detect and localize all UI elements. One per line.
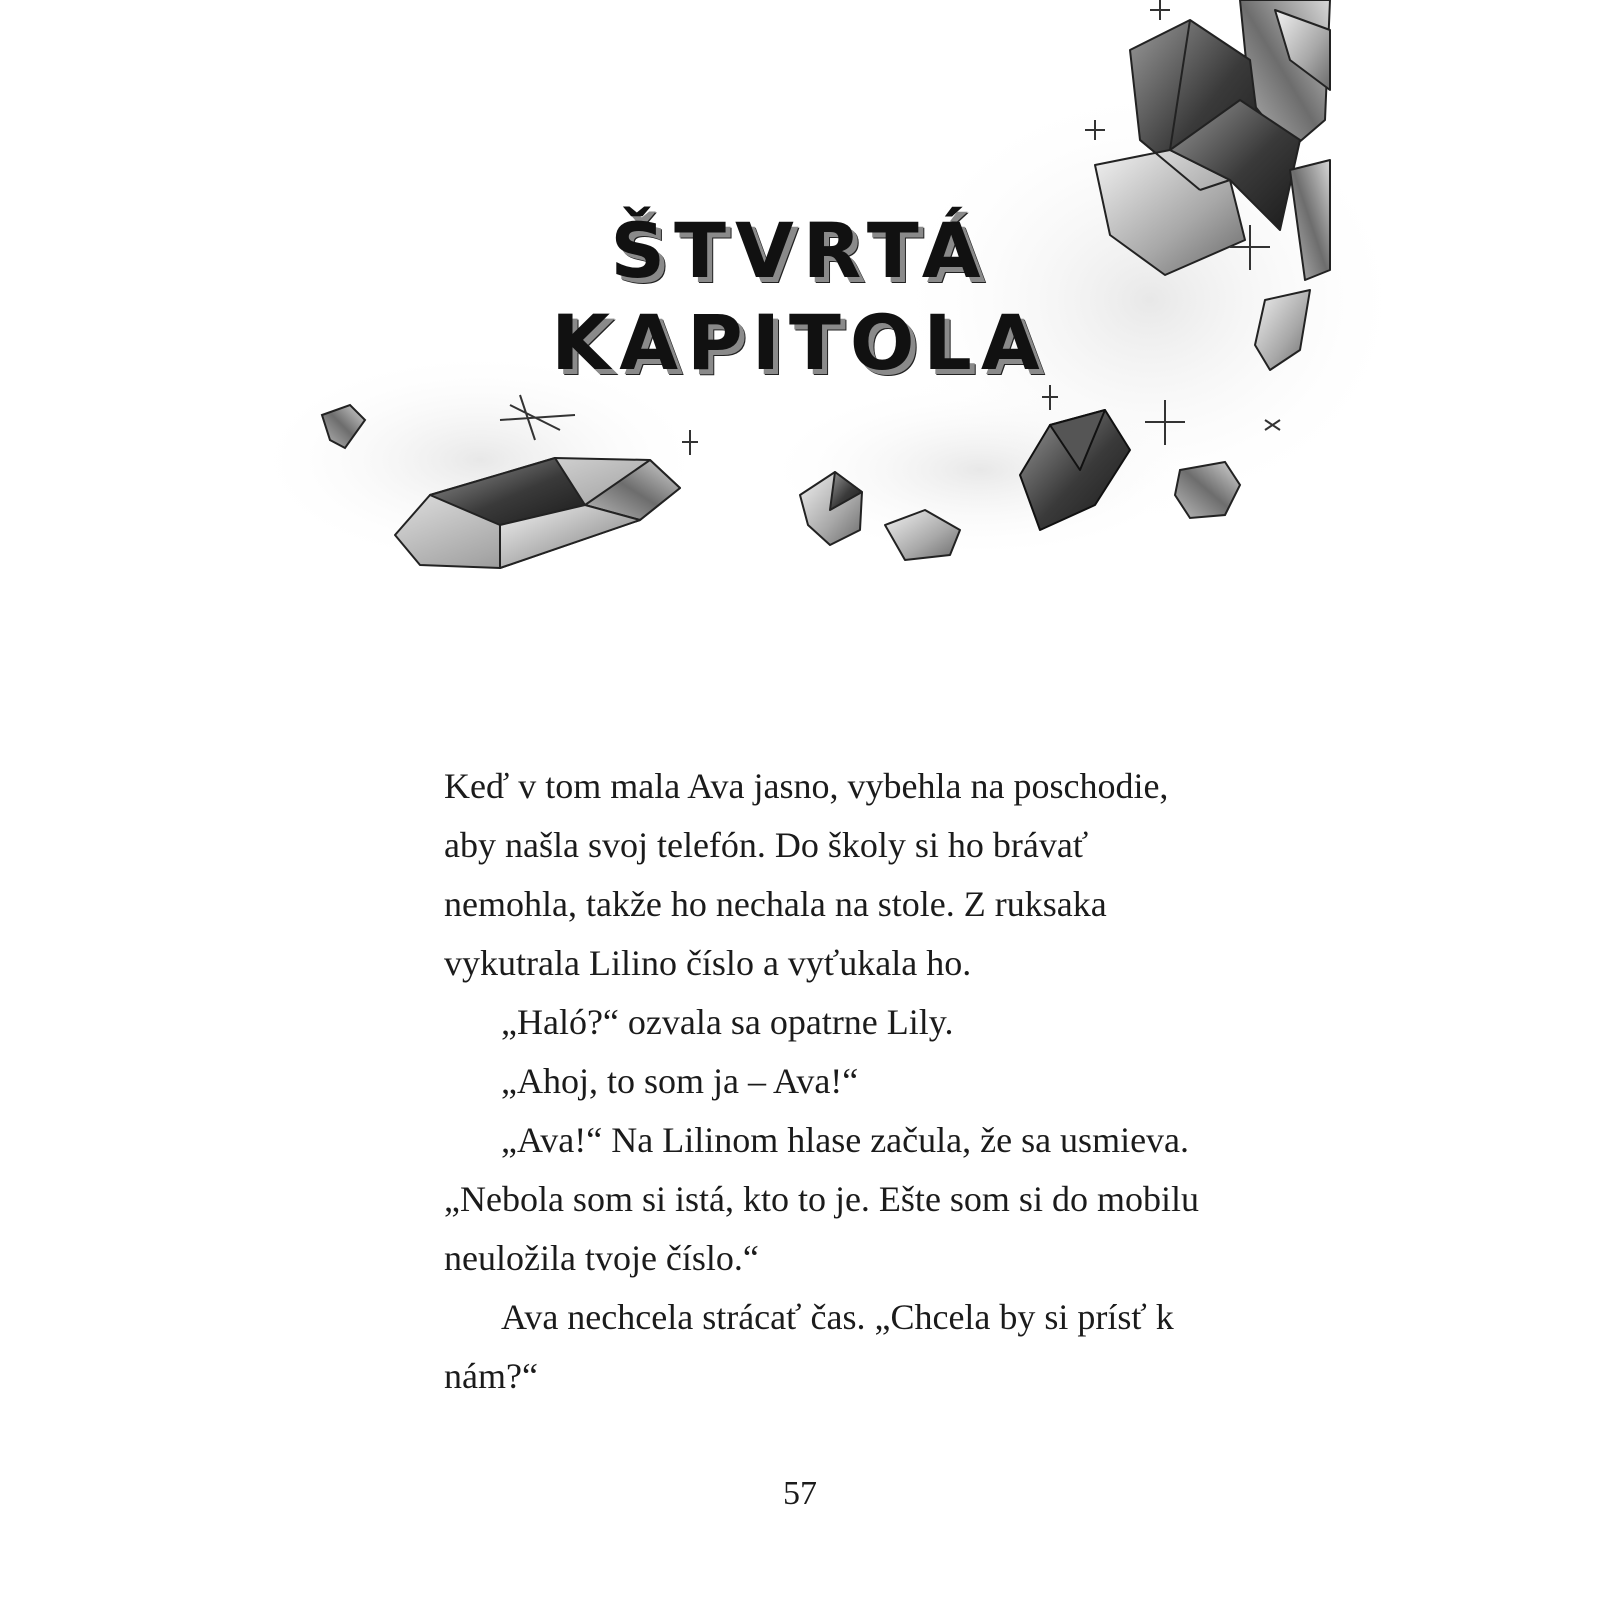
chapter-heading-line-1: ŠTVRTÁ [610,206,990,295]
paragraph: „Ahoj, to som ja – Ava!“ [501,1061,859,1101]
page-number: 57 [783,1475,817,1512]
chapter-heading [540,205,1060,389]
paragraph: Ava nechcela strácať čas. „Chcela by si prísť k nám?“ [444,1297,1174,1396]
chapter-body-text [444,757,1204,1406]
paragraph: Keď v tom mala Ava jasno, vybehla na poschodie, aby našla svoj telefón. Do školy si ho brávať nemohla, takže ho nechala na stole. Z ruksaka vykutrala Lilino číslo a vyťukala ho. [444,766,1169,983]
paragraph: „Ava!“ Na Lilinom hlase začula, že sa usmieva. „Nebola som si istá, kto to je. Ešte som si do mobilu neuložila tvoje číslo.“ [444,1120,1199,1278]
paragraph: „Haló?“ ozvala sa opatrne Lily. [501,1002,954,1042]
crystal-small-right [1175,462,1240,518]
chapter-heading-line-2: KAPITOLA [551,298,1049,387]
